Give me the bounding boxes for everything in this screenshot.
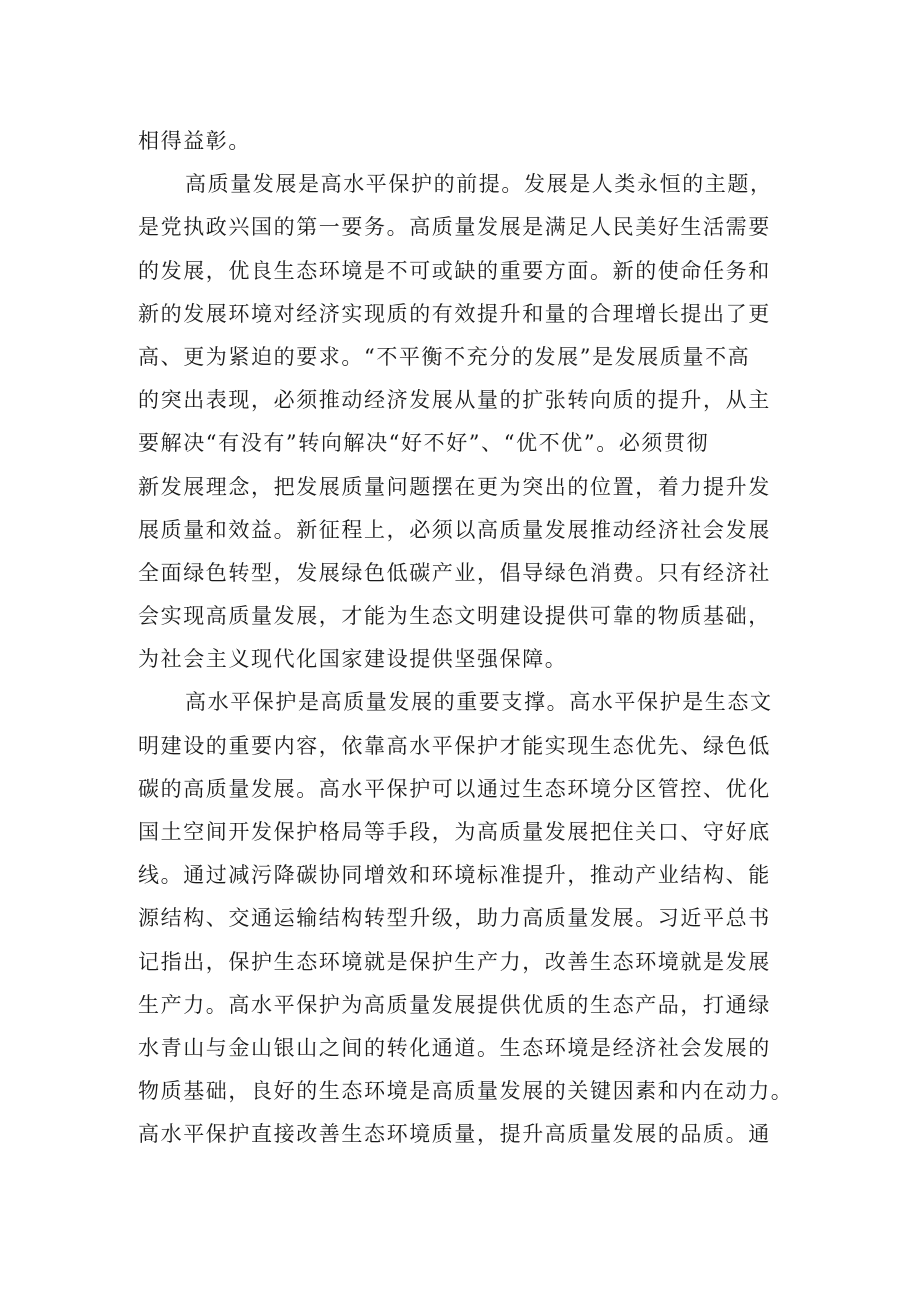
- text-line: 新的发展环境对经济实现质的有效提升和量的合理增长提出了更: [138, 301, 771, 326]
- text-line: 的突出表现，必须推动经济发展从量的扩张转向质的提升，从主: [138, 388, 771, 413]
- text-line: 为社会主义现代化国家建设提供坚强保障。: [138, 647, 568, 672]
- text-line: 源结构、交通运输结构转型升级，助力高质量发展。习近平总书: [138, 906, 771, 931]
- text-line: 记指出，保护生态环境就是保护生产力，改善生态环境就是发展: [138, 949, 771, 974]
- paragraph-first-line: 高水平保护是高质量发展的重要支撑。高水平保护是生态文: [185, 690, 773, 715]
- text-line: 高水平保护直接改善生态环境质量，提升高质量发展的品质。通: [138, 1122, 771, 1147]
- text-line: 的发展，优良生态环境是不可或缺的重要方面。新的使命任务和: [138, 258, 771, 283]
- text-line: 水青山与金山银山之间的转化通道。生态环境是经济社会发展的: [138, 1035, 771, 1060]
- paragraph-first-line: 高质量发展是高水平保护的前提。发展是人类永恒的主题，: [185, 172, 773, 197]
- text-line: 新发展理念，把发展质量问题摆在更为突出的位置，着力提升发: [138, 474, 771, 499]
- text-line: 物质基础，良好的生态环境是高质量发展的关键因素和内在动力。: [138, 1079, 794, 1104]
- text-line: 国土空间开发保护格局等手段，为高质量发展把住关口、守好底: [138, 820, 771, 844]
- text-line: 生产力。高水平保护为高质量发展提供优质的生态产品，打通绿: [138, 992, 771, 1017]
- text-line: 全面绿色转型，发展绿色低碳产业，倡导绿色消费。只有经济社: [138, 560, 771, 585]
- text-line: 明建设的重要内容，依靠高水平保护才能实现生态优先、绿色低: [138, 733, 771, 758]
- text-line: 碳的高质量发展。高水平保护可以通过生态环境分区管控、优化: [138, 776, 771, 801]
- text-line: 是党执政兴国的第一要务。高质量发展是满足人民美好生活需要: [138, 215, 771, 240]
- text-line: 会实现高质量发展，才能为生态文明建设提供可靠的物质基础，: [138, 604, 771, 629]
- text-line: 线。通过减污降碳协同增效和环境标准提升，推动产业结构、能: [138, 863, 771, 888]
- text-line: 相得益彰。: [138, 129, 251, 153]
- text-line: 要解决“有没有”转向解决“好不好”、“优不优”。必须贯彻: [138, 431, 710, 456]
- text-line: 展质量和效益。新征程上，必须以高质量发展推动经济社会发展: [138, 517, 771, 542]
- text-line: 高、更为紧迫的要求。“不平衡不充分的发展”是发展质量不高: [138, 344, 751, 369]
- body-text: [138, 120, 798, 1157]
